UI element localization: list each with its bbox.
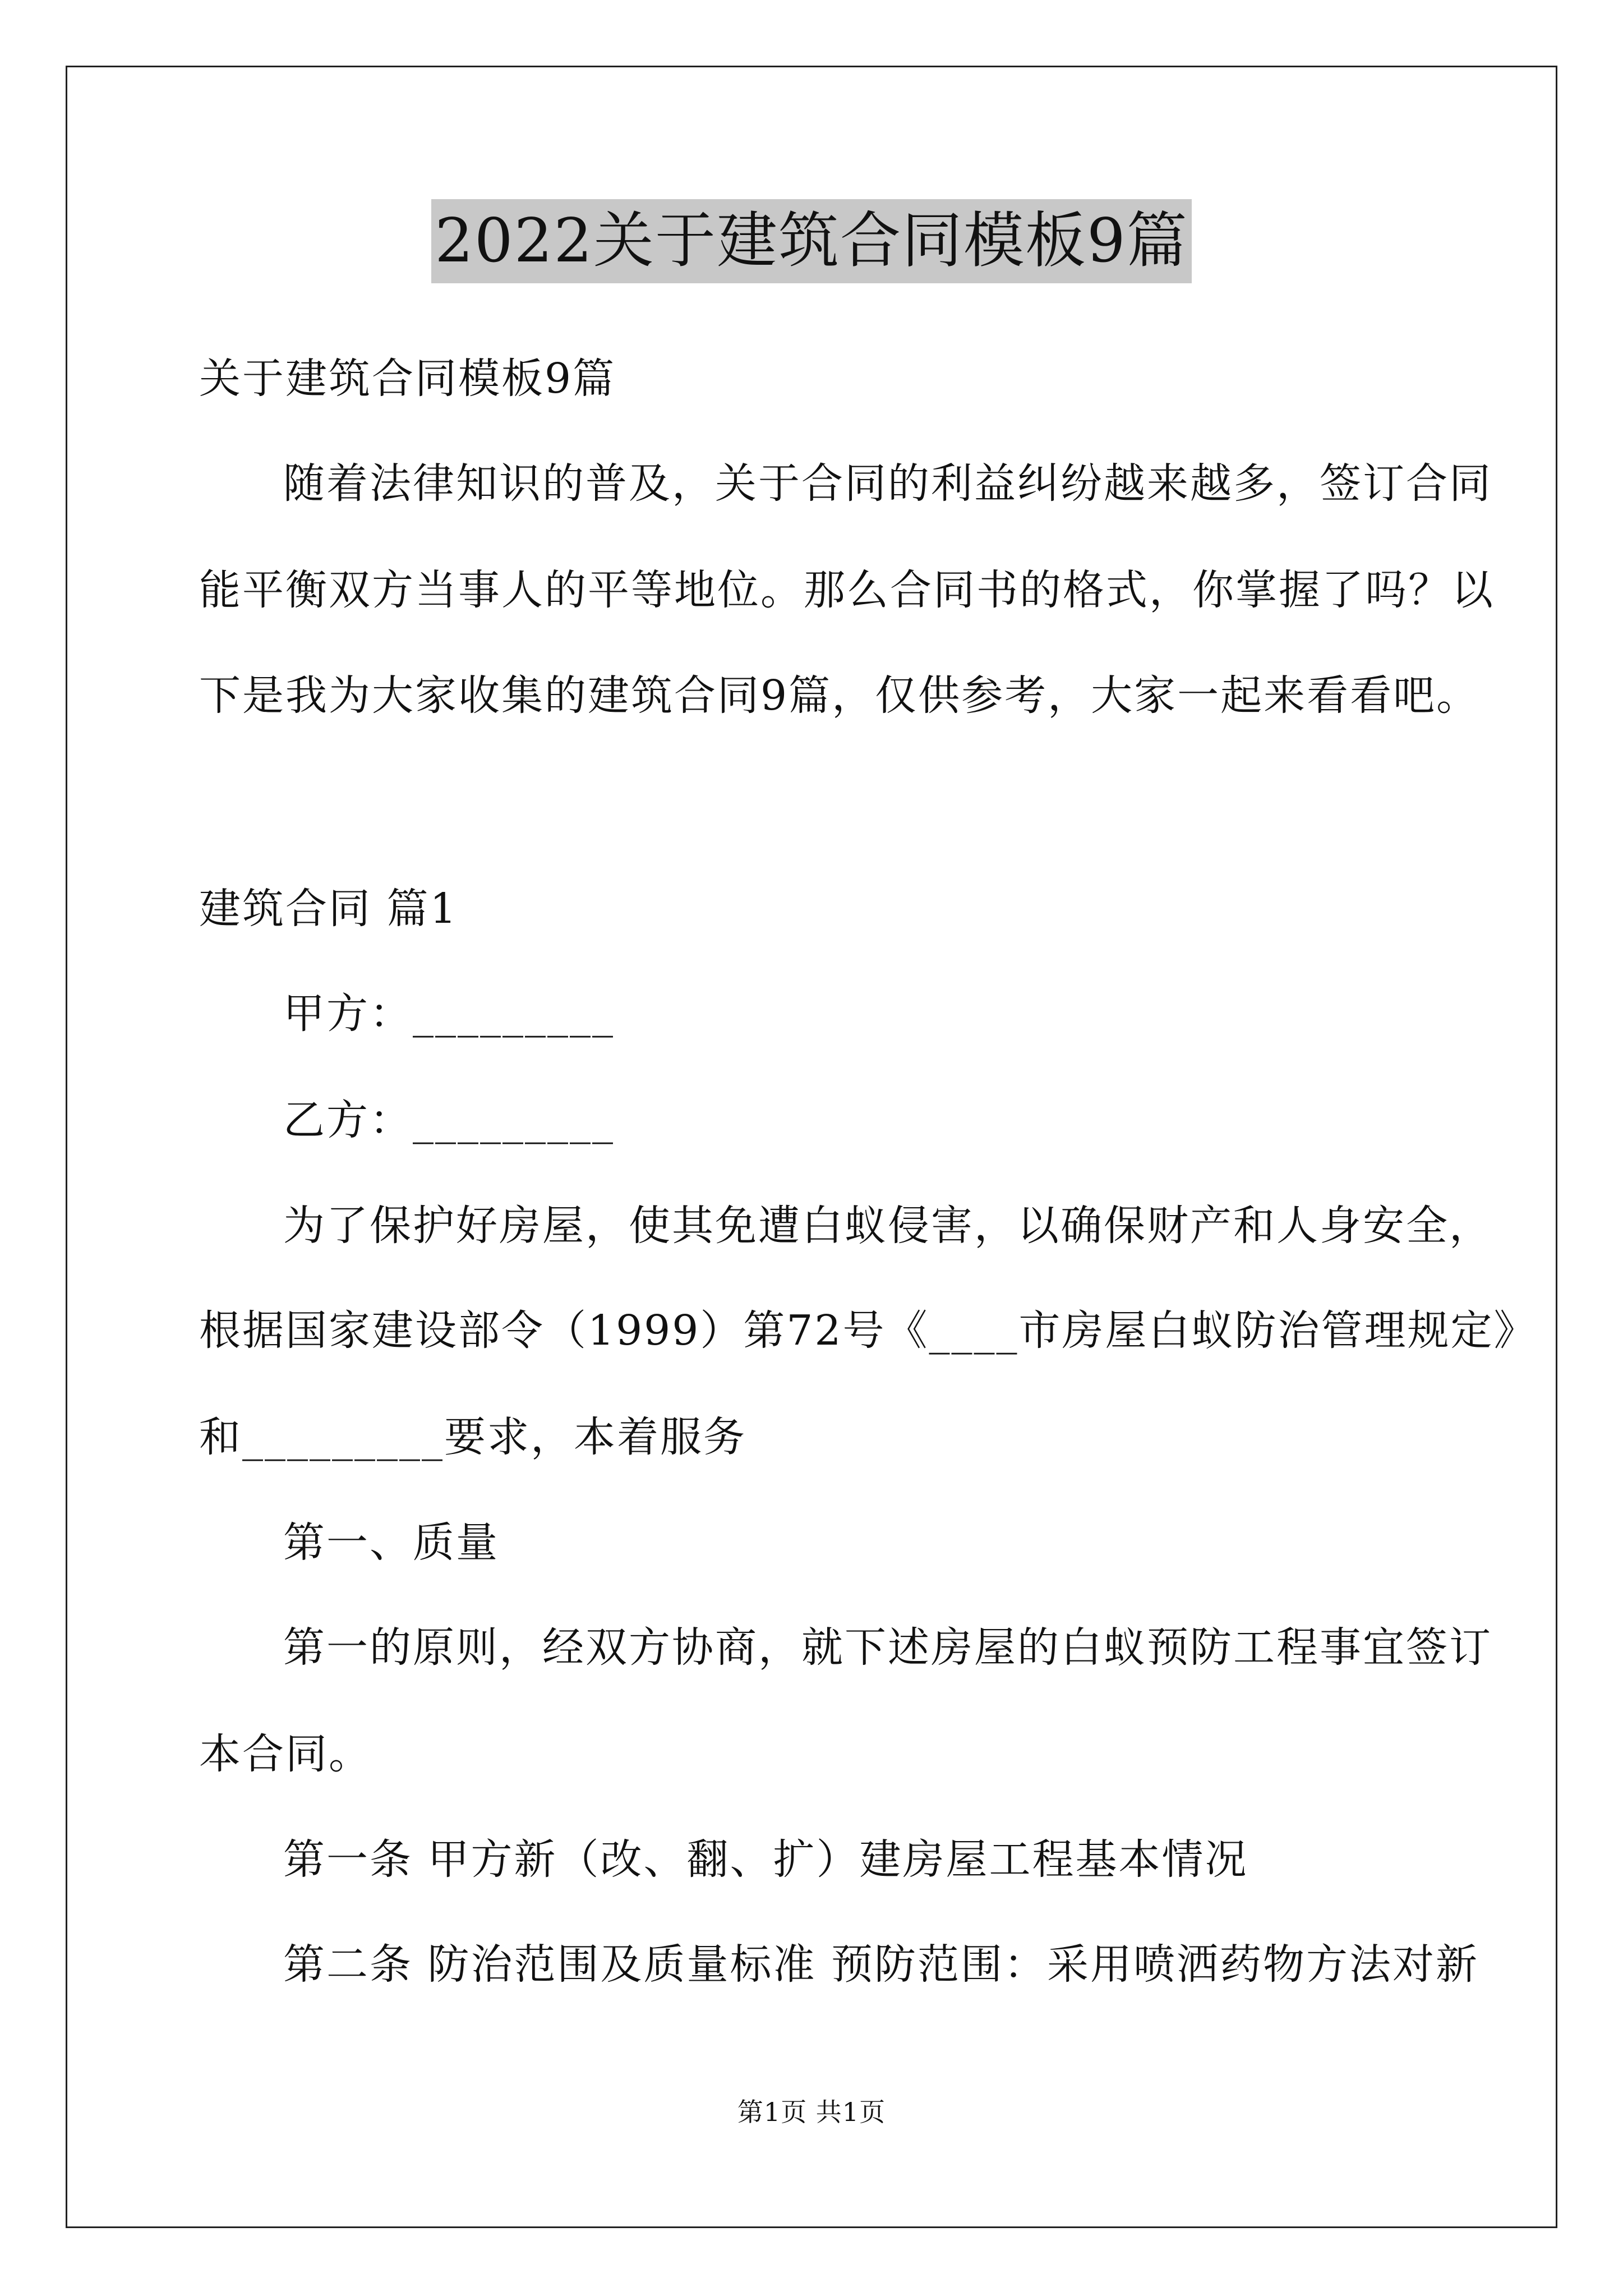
title-block — [0, 199, 1623, 283]
party-a-line: 甲方：_________ — [283, 990, 615, 1038]
body-line: 第一条 甲方新（改、翻、扩）建房屋工程基本情况 — [283, 1835, 1248, 1884]
page-number-footer: 第1页 共1页 — [737, 2097, 886, 2127]
body-line: 和_________要求，本着服务 — [199, 1413, 746, 1461]
body-line: 第二条 防治范围及质量标准 预防范围：采用喷洒药物方法对新 — [283, 1940, 1479, 1989]
party-b-line: 乙方：_________ — [283, 1096, 615, 1144]
body-line: 根据国家建设部令（1999）第72号《____市房屋白蚁防治管理规定》 — [199, 1306, 1537, 1355]
document-title: 2022关于建筑合同模板9篇 — [431, 199, 1192, 283]
section-heading: 建筑合同 篇1 — [199, 885, 458, 933]
body-line: 本合同。 — [199, 1730, 372, 1778]
body-line: 第一的原则，经双方协商，就下述房屋的白蚁预防工程事宜签订 — [283, 1623, 1492, 1672]
intro-line-3: 下是我为大家收集的建筑合同9篇，仅供参考，大家一起来看看吧。 — [199, 671, 1480, 720]
intro-line-1: 随着法律知识的普及，关于合同的利益纠纷越来越多，签订合同 — [283, 459, 1492, 508]
document-subtitle: 关于建筑合同模板9篇 — [199, 355, 616, 403]
intro-line-2: 能平衡双方当事人的平等地位。那么合同书的格式，你掌握了吗？以 — [199, 566, 1495, 614]
body-line: 为了保护好房屋，使其免遭白蚁侵害，以确保财产和人身安全， — [283, 1202, 1492, 1250]
body-line: 第一、质量 — [283, 1519, 499, 1567]
